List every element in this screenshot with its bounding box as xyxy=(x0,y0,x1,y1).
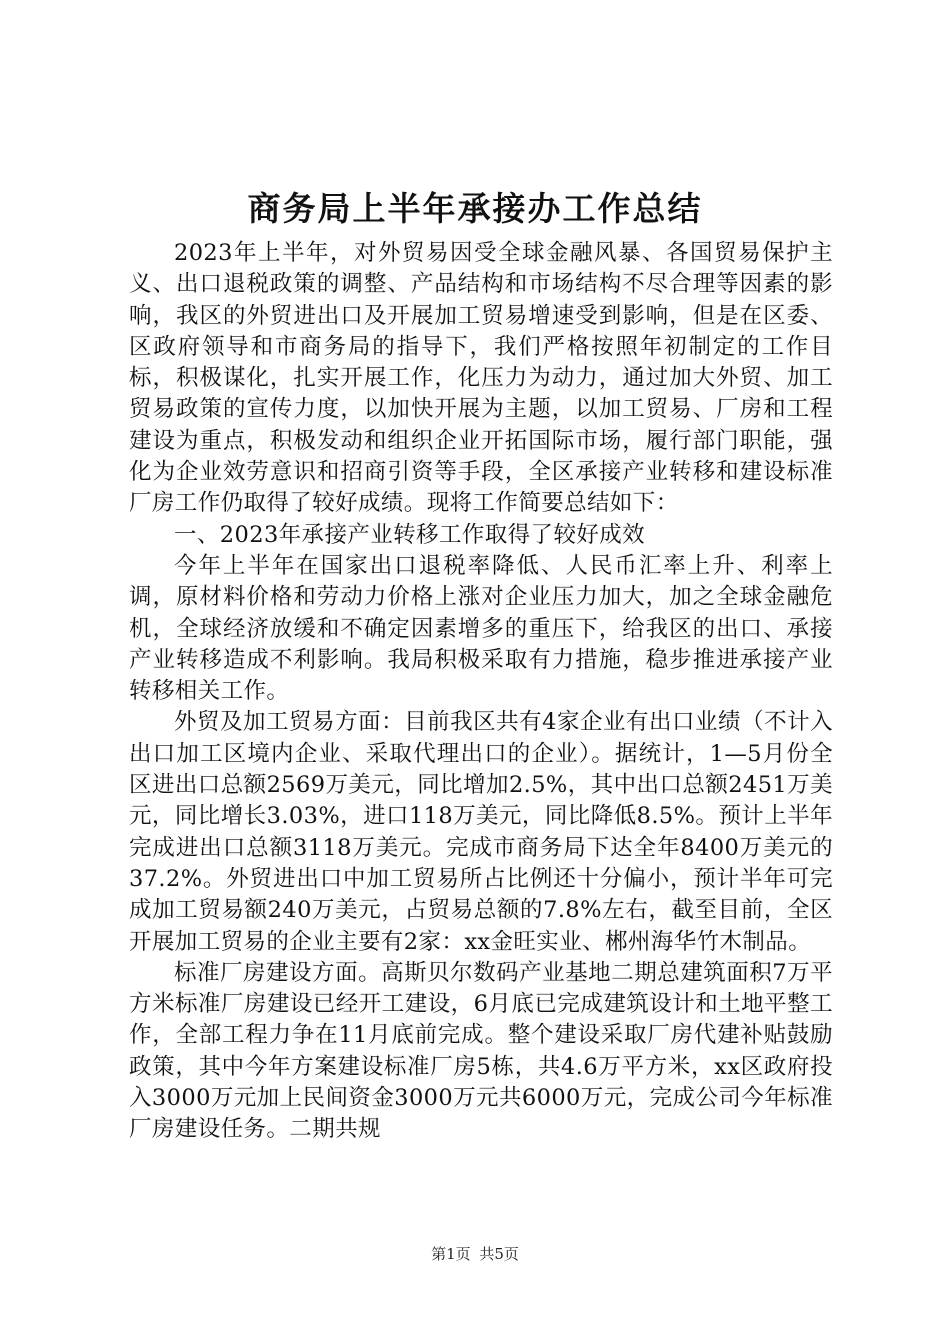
page-number: 第1页 xyxy=(431,1245,471,1263)
standard-factory-paragraph: 标准厂房建设方面。高斯贝尔数码产业基地二期总建筑面积7万平方米标准厂房建设已经开工建设，6月底已完成建筑设计和土地平整工作，全部工程力争在11月底前完成。整个建设采取厂房代建补贴鼓励政策，其中今年方案建设标准厂房5栋，共4.6万平方米，xx区政府投入3000万元加上民间资金3000万元共6000万元，完成公司今年标准厂房建设任务。二期共规 xyxy=(129,959,833,1143)
page-total: 共5页 xyxy=(479,1245,519,1263)
page-footer xyxy=(0,1244,950,1264)
foreign-trade-paragraph: 外贸及加工贸易方面：目前我区共有4家企业有出口业绩（不计入出口加工区境内企业、采取代理出口的企业）。据统计，1—5月份全区进出口总额2569万美元，同比增加2.5%，其中出口总额2451万美元，同比增长3.03%，进口118万美元，同比降低8.5%。预计上半年完成进出口总额3118万美元。完成市商务局下达全年8400万美元的37.2%。外贸进出口中加工贸易所占比例还十分偏小，预计半年可完成加工贸易额240万美元，占贸易总额的7.8%左右，截至目前，全区开展加工贸易的企业主要有2家：xx金旺实业、郴州海华竹木制品。 xyxy=(129,709,833,955)
intro-paragraph: 2023年上半年，对外贸易因受全球金融风暴、各国贸易保护主义、出口退税政策的调整、产品结构和市场结构不尽合理等因素的影响，我区的外贸进出口及开展加工贸易增速受到影响，但是在区委、区政府领导和市商务局的指导下，我们严格按照年初制定的工作目标，积极谋化，扎实开展工作，化压力为动力，通过加大外贸、加工贸易政策的宣传力度，以加快开展为主题，以加工贸易、厂房和工程建设为重点，积极发动和组织企业开拓国际市场，履行部门职能，强化为企业效劳意识和招商引资等手段，全区承接产业转移和建设标准厂房工作仍取得了较好成绩。现将工作简要总结如下： xyxy=(129,240,833,517)
document-body xyxy=(129,238,833,1146)
section-heading-1: 一、2023年承接产业转移工作取得了较好成效 xyxy=(174,521,646,548)
section-1-paragraph-1: 今年上半年在国家出口退税率降低、人民币汇率上升、利率上调，原材料价格和劳动力价格上涨对企业压力加大，加之全球金融危机，全球经济放缓和不确定因素增多的重压下，给我区的出口、承接产业转移造成不利影响。我局积极采取有力措施，稳步推进承接产业转移相关工作。 xyxy=(129,552,833,705)
document-title: 商务局上半年承接办工作总结 xyxy=(247,189,703,228)
